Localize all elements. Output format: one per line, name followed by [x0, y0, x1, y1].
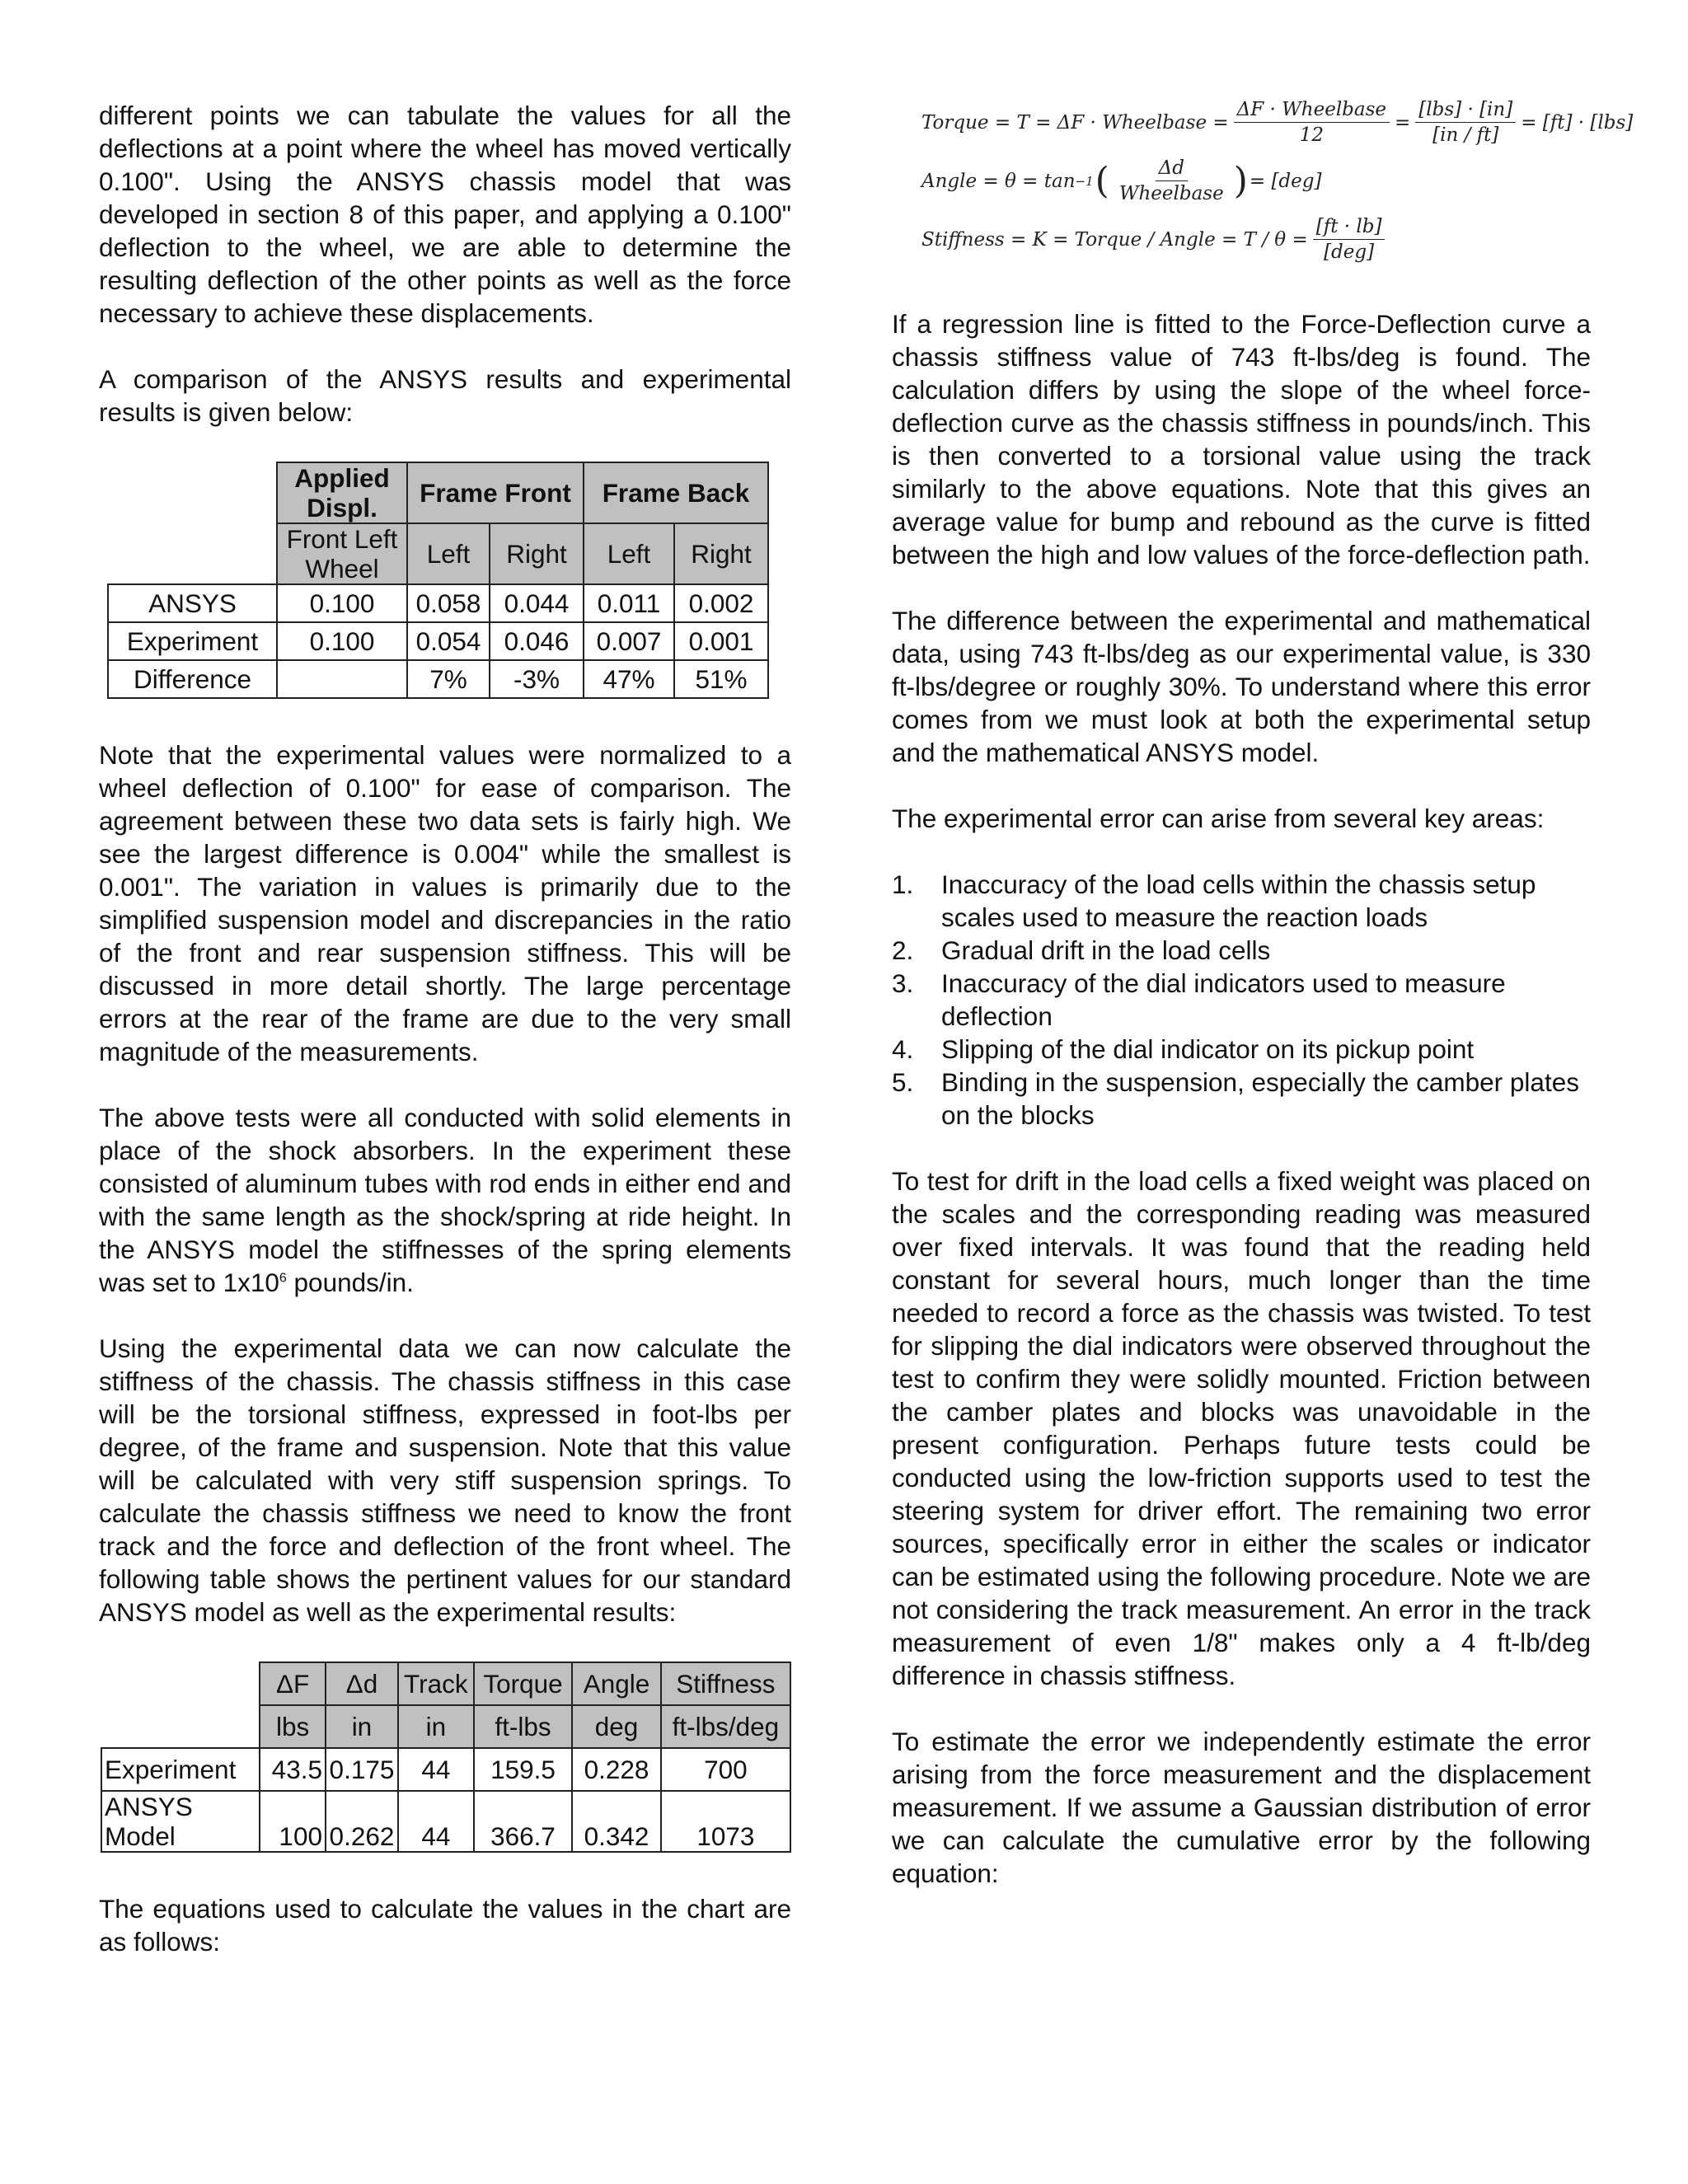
table-cell: 0.175: [326, 1748, 398, 1791]
table-cell: 0.100: [277, 622, 407, 660]
header-delta-d: Δd: [326, 1662, 398, 1705]
paragraph-drift-test: To test for drift in the load cells a fixed weight was placed on the scales and the corresponding reading was measured over fixed intervals. It was found that the reading held constant for several hours, much longer than the time needed to record a force as the chassis was twisted. To test for slipping the dial indicators were observed throughout the test to confirm they were solidly mounted. Friction between the camber plates and blocks was unavoidable in the present configuration. Perhaps future tests could be conducted using the low-friction supports used to test the steering system for driver effort. The remaining two error sources, specifically error in either the scales or indicator can be estimated using the following procedure. Note we are not considering the track measurement. An error in the track measurement of even 1/8" makes only a 4 ft-lb/deg difference in chassis stiffness.: [892, 1166, 1591, 1690]
table-cell: 0.054: [407, 622, 490, 660]
list-text: Slipping of the dial indicator on its pickup point: [941, 1034, 1475, 1064]
table-cell: 0.007: [584, 622, 674, 660]
table-cell: 700: [661, 1748, 790, 1791]
stiffness-table: [101, 1661, 791, 1853]
table-row: [108, 622, 768, 660]
fraction: [1234, 99, 1390, 146]
table-cell: 0.011: [584, 584, 674, 622]
row-label: Difference: [108, 660, 277, 698]
torque-equation: [921, 99, 1634, 146]
paragraph-deflection-intro: different points we can tabulate the values for all the deflections at a point where the wheel has moved vertically 0.100". Using the ANSYS chassis model that was developed in section 8 of this paper, and applying a 0.100" deflection to the wheel, we are able to determine the resulting deflection of the other points as well as the force necessary to achieve these displacements.: [99, 101, 791, 328]
fraction: [1116, 157, 1227, 204]
paragraph-error-estimate: To estimate the error we independently estimate the error arising from the force measurement and the displacement measurement. If we assume a Gaussian distribution of error we can calculate the cumulative error by the following equation:: [892, 1727, 1591, 1888]
table-cell: 159.5: [474, 1748, 573, 1791]
fraction-denominator: [deg]: [1324, 241, 1375, 263]
row-label: ANSYS Model: [101, 1791, 260, 1852]
equation-text: =: [1395, 111, 1411, 134]
list-text: Inaccuracy of the dial indicators used to measure deflection: [941, 968, 1506, 1031]
table-cell: 1073: [661, 1791, 790, 1852]
header-frame-front: Frame Front: [407, 462, 584, 523]
subheader-left: Left: [407, 523, 490, 584]
header-delta-f: ΔF: [260, 1662, 326, 1705]
equation-text: Angle = θ = tan: [921, 170, 1076, 192]
row-label: Experiment: [101, 1748, 260, 1791]
table-cell: 0.046: [490, 622, 584, 660]
table-cell: 7%: [407, 660, 490, 698]
fraction: [1415, 99, 1516, 146]
open-paren: (: [1095, 159, 1109, 202]
list-number: 5.: [892, 1067, 914, 1097]
unit-cell: ft-lbs: [474, 1705, 573, 1748]
fraction: [1313, 216, 1386, 263]
table-row: [101, 1748, 790, 1791]
list-item: [892, 967, 1591, 1033]
angle-equation: Angle = θ = tan −1 ( $\frac{\Delta d}{\text{Wheelbase}}$ ) = [deg]: [921, 157, 1322, 204]
header-track: Track: [398, 1662, 474, 1705]
paragraph-chassis-stiffness: Using the experimental data we can now calculate the stiffness of the chassis. The chassis stiffness in this case will be the torsional stiffness, expressed in foot-lbs per degree, of the frame and suspension. Note that this value will be calculated with very stiff suspension springs. To calculate the chassis stiffness we need to know the front track and the force and deflection of the front wheel. The following table shows the pertinent values for our standard ANSYS model as well as the experimental results:: [99, 1333, 791, 1627]
table-cell: 0.342: [572, 1791, 660, 1852]
fraction-numerator: [ft · lb]: [1313, 216, 1386, 240]
close-paren: ): [1233, 159, 1248, 202]
list-item: [892, 934, 1591, 967]
list-text: Gradual drift in the load cells: [941, 935, 1271, 965]
table-cell: 51%: [674, 660, 768, 698]
list-number: 4.: [892, 1034, 914, 1064]
error-sources-list: [892, 868, 1591, 1132]
paragraph-text: pounds/in.: [286, 1268, 414, 1297]
table-cell: 0.001: [674, 622, 768, 660]
right-column: [892, 99, 1634, 1890]
list-item: [892, 1033, 1591, 1066]
equation-text: = [ft] · [lbs]: [1521, 111, 1634, 134]
unit-cell: in: [398, 1705, 474, 1748]
table-cell: -3%: [490, 660, 584, 698]
paragraph-solid-elements: [99, 1101, 791, 1299]
table-cell: 0.228: [572, 1748, 660, 1791]
table-cell: 44: [398, 1791, 474, 1852]
unit-cell: lbs: [260, 1705, 326, 1748]
superscript-exponent: 6: [279, 1271, 287, 1286]
header-angle: Angle: [572, 1662, 660, 1705]
fraction-denominator: 12: [1299, 124, 1324, 146]
list-item: [892, 1066, 1591, 1132]
paragraph-text: The above tests were all conducted with solid elements in place of the shock absorbers. In the experiment these consisted of aluminum tubes with rod ends in either end and with the same length as the shock/spring at ride height. In the ANSYS model the stiffnesses of the spring elements was set to 1x10: [99, 1103, 791, 1297]
header-stiffness: Stiffness: [661, 1662, 790, 1705]
comparison-table: [107, 462, 769, 699]
table-cell: 100: [260, 1791, 326, 1852]
subheader-right: Right: [490, 523, 584, 584]
table-cell: 366.7: [474, 1791, 573, 1852]
paragraph-comparison-intro: A comparison of the ANSYS results and experimental results is given below:: [99, 364, 791, 427]
unit-cell: ft-lbs/deg: [661, 1705, 790, 1748]
table-cell: 44: [398, 1748, 474, 1791]
stiffness-equation: [921, 216, 1591, 263]
paragraph-equations-intro: The equations used to calculate the values in the chart are as follows:: [99, 1894, 791, 1957]
table-row: [108, 660, 768, 698]
unit-cell: deg: [572, 1705, 660, 1748]
header-torque: Torque: [474, 1662, 573, 1705]
fraction-numerator: ΔF · Wheelbase: [1234, 99, 1390, 123]
row-label: ANSYS: [108, 584, 277, 622]
paragraph-difference: The difference between the experimental and mathematical data, using 743 ft-lbs/deg as our experimental value, is 330 ft-lbs/degree or roughly 30%. To understand where this error comes from we must look at both the experimental setup and the mathematical ANSYS model.: [892, 606, 1591, 767]
fraction-denominator: [in / ft]: [1432, 124, 1499, 146]
table-cell: 0.100: [277, 584, 407, 622]
equation-text: Torque = T = ΔF · Wheelbase =: [921, 111, 1229, 134]
fraction-denominator: Wheelbase: [1118, 183, 1224, 204]
subheader-front-left-wheel: Front Left Wheel: [277, 523, 407, 584]
table-row: [108, 584, 768, 622]
equation-text: Stiffness = K = Torque / Angle = T / θ =: [921, 228, 1308, 251]
paragraph-error-sources-intro: The experimental error can arise from several key areas:: [892, 804, 1545, 833]
equations-block: [892, 99, 1634, 263]
list-number: 1.: [892, 869, 914, 899]
fraction-numerator: Δd: [1156, 157, 1188, 181]
equation-text: = [deg]: [1249, 170, 1322, 192]
header-frame-back: Frame Back: [584, 462, 768, 523]
table-row: [101, 1791, 790, 1852]
fraction-numerator: [lbs] · [in]: [1415, 99, 1516, 123]
table-cell: 0.262: [326, 1791, 398, 1852]
table-cell: [277, 660, 407, 698]
list-text: Binding in the suspension, especially the camber plates on the blocks: [941, 1067, 1579, 1130]
subheader-right: Right: [674, 523, 768, 584]
unit-cell: in: [326, 1705, 398, 1748]
table-cell: 0.058: [407, 584, 490, 622]
table-cell: 47%: [584, 660, 674, 698]
list-item: [892, 868, 1591, 934]
left-column: [99, 99, 791, 1958]
paragraph-regression: If a regression line is fitted to the Force-Deflection curve a chassis stiffness value of 743 ft-lbs/deg is found. The calculation differs by using the slope of the wheel force-deflection curve as the chassis stiffness in pounds/inch. This is then converted to a torsional value using the track similarly to the above equations. Note that this gives an average value for bump and rebound as the curve is fitted between the high and low values of the force-deflection path.: [892, 309, 1591, 569]
subheader-left: Left: [584, 523, 674, 584]
list-number: 2.: [892, 935, 914, 965]
paragraph-normalization: Note that the experimental values were normalized to a wheel deflection of 0.100" for ease of comparison. The agreement between these two data sets is fairly high. We see the largest difference is 0.004" while the smallest is 0.001". The variation in values is primarily due to the simplified suspension model and discrepancies in the ratio of the front and rear suspension stiffness. This will be discussed in more detail shortly. The large percentage errors at the rear of the frame are due to the very small magnitude of the measurements.: [99, 740, 791, 1066]
table-cell: 0.002: [674, 584, 768, 622]
table-cell: 0.044: [490, 584, 584, 622]
header-applied-displ: Applied Displ.: [277, 462, 407, 523]
list-number: 3.: [892, 968, 914, 998]
table-cell: 43.5: [260, 1748, 326, 1791]
list-text: Inaccuracy of the load cells within the chassis setup scales used to measure the reaction loads: [941, 869, 1536, 932]
row-label: Experiment: [108, 622, 277, 660]
